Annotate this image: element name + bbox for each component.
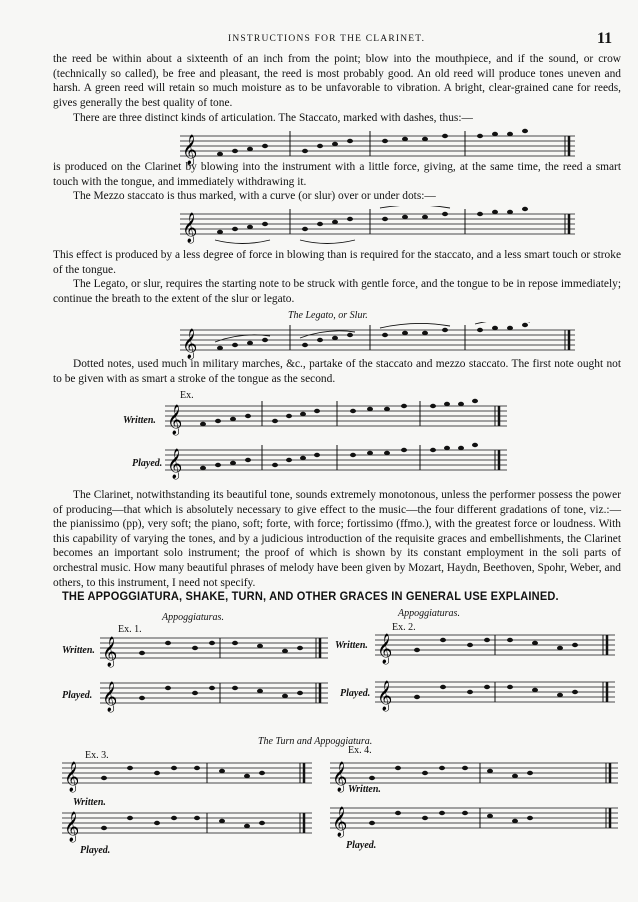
- ex4-written-label: Written.: [348, 784, 381, 795]
- paragraph-mezzo-effect: This effect is produced by a less degree of force in blowing than is required for the staccato, and a less smart touch or stroke of the tongue.: [53, 249, 621, 276]
- paragraph-staccato: is produced on the Clarinet by blowing into the instrument with a little force, giving, at the same time, the reed a smart touch with the tongue, and immediately withdrawing it.: [53, 161, 621, 188]
- svg-text:𝄞: 𝄞: [102, 682, 118, 712]
- ex2-played-staff: [375, 674, 615, 714]
- paragraph-reed: the reed be within about a sixteenth of an inch from the point; blow into the mouthpiece, and if the sound, or crow (technically so called), be free and pleasant, the reed is most probably good. An old reed will produce tones uneven and harsh. A green reed will retain so much moisture as to be unfavorable to vibration. A bright, clear-grained cane for reeds, gives generally the best quality of tone.: [53, 53, 621, 109]
- svg-text:𝄞: 𝄞: [167, 449, 183, 479]
- ex3-written-label: Written.: [73, 797, 106, 808]
- written-label: Written.: [123, 415, 156, 426]
- ex1-label: Ex. 1.: [118, 624, 142, 635]
- page-header: [0, 30, 638, 52]
- svg-text:𝄞: 𝄞: [64, 812, 80, 842]
- svg-text:𝄞: 𝄞: [377, 634, 393, 664]
- svg-text:𝄞: 𝄞: [182, 135, 198, 165]
- ex2-written-label: Written.: [335, 640, 368, 651]
- turn-caption: The Turn and Appoggiatura.: [258, 736, 373, 747]
- svg-text:𝄞: 𝄞: [332, 762, 348, 792]
- svg-text:𝄞: 𝄞: [377, 681, 393, 711]
- svg-text:𝄞: 𝄞: [64, 762, 80, 792]
- ex2-written-staff: [375, 627, 615, 667]
- ex2-label: Ex. 2.: [392, 622, 416, 633]
- paragraph-articulation: There are three distinct kinds of articulation. The Staccato, marked with dashes, thus:—: [73, 112, 473, 124]
- svg-text:𝄞: 𝄞: [102, 637, 118, 667]
- paragraph-legato: The Legato, or slur, requires the starting note to be struck with gentle force, and the tongue to be in repose immediately; continue the breath to the extent of the slur or legato.: [53, 278, 621, 305]
- played-label: Played.: [132, 458, 163, 469]
- paragraph-dotted-notes: Dotted notes, used much in military marches, &c., partake of the staccato and mezzo staccato. The first note ought not to be given with as smart a stroke of the tongue as the second.: [53, 358, 621, 385]
- ex4-played-staff: [330, 800, 618, 840]
- ex3-played-staff: [62, 805, 312, 845]
- svg-text:𝄞: 𝄞: [167, 405, 183, 435]
- svg-text:𝄞: 𝄞: [182, 213, 198, 243]
- legato-music-staff: [180, 322, 575, 362]
- mezzo-staccato-music-staff: [180, 206, 575, 248]
- svg-text:𝄞: 𝄞: [332, 807, 348, 837]
- dotted-played-staff: [165, 442, 507, 482]
- ex4-label: Ex. 4.: [348, 745, 372, 756]
- ex4-played-label: Played.: [346, 840, 377, 851]
- paragraph-mezzo-staccato: The Mezzo staccato is thus marked, with a curve (or slur) over or under dots:—: [73, 190, 436, 202]
- legato-caption: The Legato, or Slur.: [288, 310, 368, 321]
- ex1-written-staff: [100, 630, 328, 670]
- ex1-played-staff: [100, 675, 328, 715]
- svg-text:𝄞: 𝄞: [182, 329, 198, 359]
- running-head: INSTRUCTIONS FOR THE CLARINET.: [228, 34, 426, 44]
- ex3-label: Ex. 3.: [85, 750, 109, 761]
- page-number: 11: [597, 30, 613, 47]
- ex1-played-label: Played.: [62, 690, 93, 701]
- ex1-appoggiaturas-caption: Appoggiaturas.: [162, 612, 224, 623]
- ex2-played-label: Played.: [340, 688, 371, 699]
- dotted-written-staff: [165, 398, 507, 438]
- ex-label: Ex.: [180, 390, 194, 401]
- ex2-appoggiaturas-caption: Appoggiaturas.: [398, 608, 460, 619]
- section-heading: THE APPOGGIATURA, SHAKE, TURN, AND OTHER GRACES IN GENERAL USE EXPLAINED.: [62, 589, 559, 603]
- ex3-written-staff: [62, 755, 312, 795]
- ex3-played-label: Played.: [80, 845, 111, 856]
- ex1-written-label: Written.: [62, 645, 95, 656]
- paragraph-gradations: The Clarinet, notwithstanding its beautiful tone, sounds extremely monotonous, unless the performer possess the power of producing—that which is absolutely necessary to give effect to the music—the four different gradations of tone, viz.:—the pianissimo (pp), very soft; the piano, soft; forte, with force; fortissimo (ffmo.), with the greatest force or loudness. With this capability of varying the tones, and by a judicious introduction of the requisite graces and embellishments, the Clarinet becomes an important solo instrument; the proof of which is shown by its constant employment in the soli parts of orchestral music. How many beautiful phrases of melody have been given by Mozart, Haydn, Beethoven, Spohr, Weber, and others, to this instrument, I need not specify.: [53, 489, 621, 589]
